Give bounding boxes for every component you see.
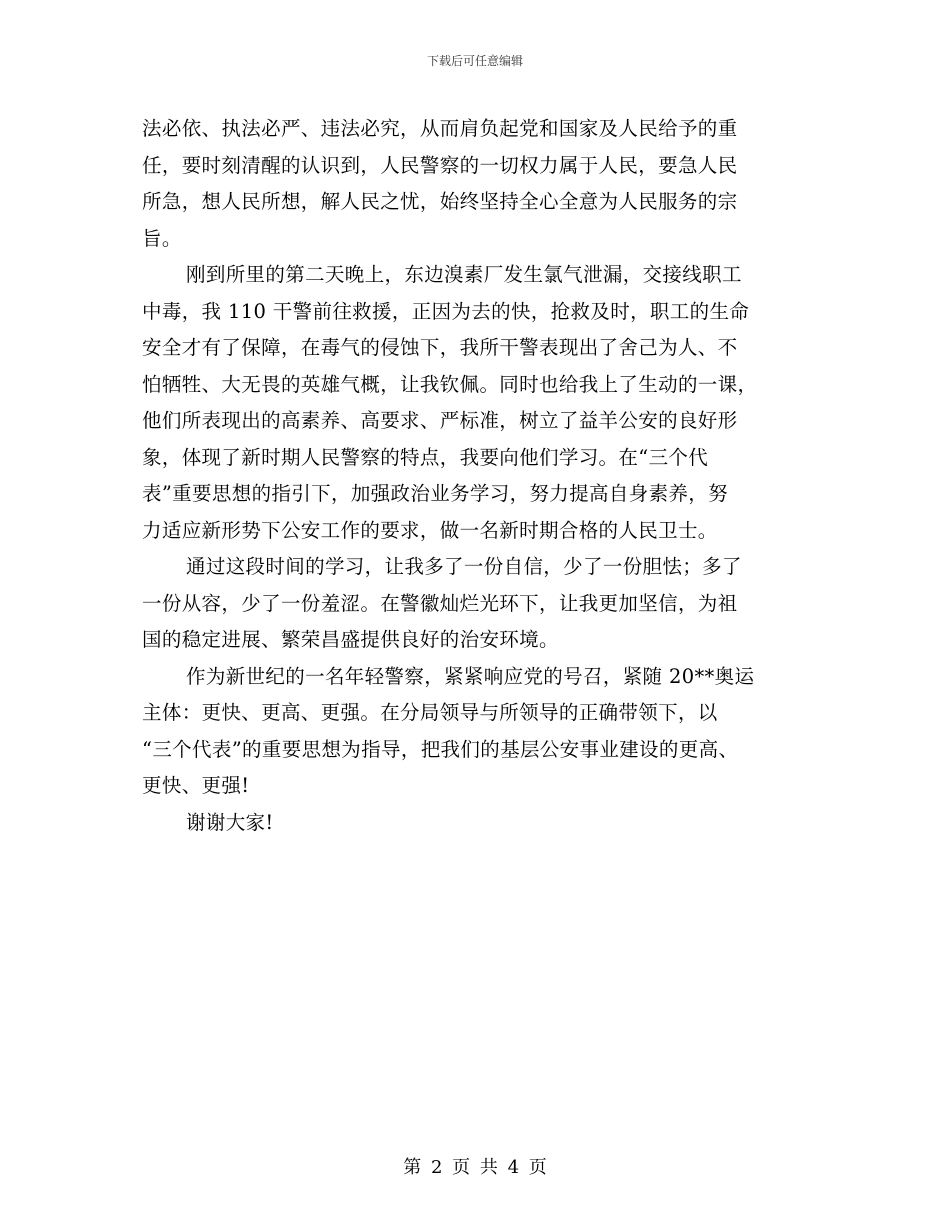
text-line: 象，体现了新时期人民警察的特点，我要向他们学习。在“三个代 xyxy=(142,445,709,469)
paragraph xyxy=(142,549,822,659)
paragraph xyxy=(142,257,822,549)
text-line: 谢谢大家! xyxy=(186,810,274,834)
text-line: 怕牺牲、大无畏的英雄气概，让我钦佩。同时也给我上了生动的一课， xyxy=(142,372,758,396)
paragraph xyxy=(142,111,822,257)
text-line: 法必依、执法必严、违法必究，从而肩负起党和国家及人民给予的重 xyxy=(142,117,738,140)
page-header: 下载后可任意编辑 xyxy=(426,54,523,68)
text-line: 刚到所里的第二天晚上，东边溴素厂发生氯气泄漏，交接线职工 xyxy=(186,263,742,286)
text-line: 国的稳定进展、繁荣昌盛提供良好的治安环境。 xyxy=(142,628,559,651)
text-line: 所急，想人民所想，解人民之忧，始终坚持全心全意为人民服务的宗 xyxy=(142,190,738,213)
text-line: 安全才有了保障，在毒气的侵蚀下，我所干警表现出了舍己为人、不 xyxy=(142,336,738,359)
paragraph xyxy=(142,805,822,842)
page-footer: 第 2 页 共 4 页 xyxy=(403,1157,547,1178)
text-line: 中毒，我 110 干警前往救援，正因为去的快，抢救及时，职工的生命 xyxy=(142,299,750,323)
text-line: 任，要时刻清醒的认识到，人民警察的一切权力属于人民，要急人民 xyxy=(142,153,738,177)
text-line: 旨。 xyxy=(142,226,182,250)
text-line: 主体：更快、更高、更强。在分局领导与所领导的正确带领下，以 xyxy=(142,701,718,724)
text-line: 表”重要思想的指引下，加强政治业务学习，努力提高自身素养，努 xyxy=(142,482,728,505)
text-line: 一份从容，少了一份羞涩。在警徽灿烂光环下，让我更加坚信，为祖 xyxy=(142,591,738,615)
text-line: 通过这段时间的学习，让我多了一份自信，少了一份胆怯；多了 xyxy=(186,555,742,578)
text-line: 力适应新形势下公安工作的要求，做一名新时期合格的人民卫士。 xyxy=(142,518,718,542)
text-line: “三个代表”的重要思想为指导，把我们的基层公安事业建设的更高、 xyxy=(142,737,739,761)
text-line: 他们所表现出的高素养、高要求、严标准，树立了益羊公安的良好形 xyxy=(142,409,738,432)
paragraph xyxy=(142,659,822,805)
document-body xyxy=(142,111,822,841)
text-line: 更快、更强! xyxy=(142,774,250,797)
text-line: 作为新世纪的一名年轻警察，紧紧响应党的号召，紧随 20**奥运 xyxy=(186,664,755,688)
